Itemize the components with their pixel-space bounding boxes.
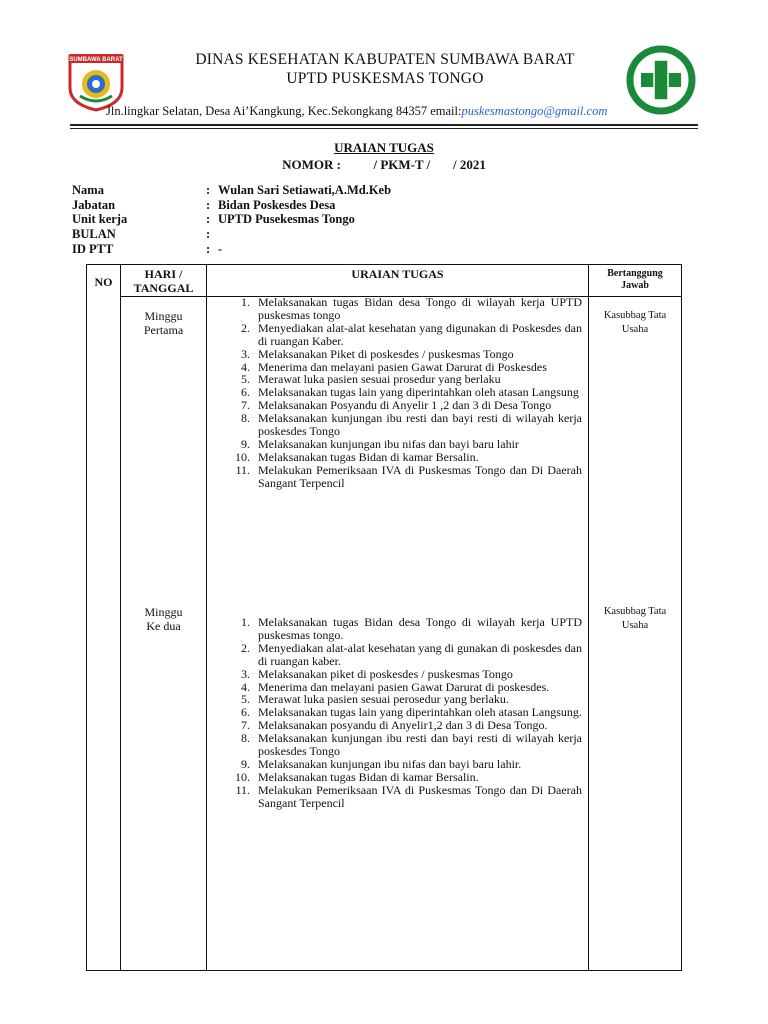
document-title: URAIAN TUGAS [334, 140, 434, 155]
task-text: Menyediakan alat-alat kesehatan yang di gunakan di poskesdes dan di ruangan kaber. [258, 640, 582, 668]
task-text: Melaksanakan kunjungan ibu nifas dan bayi baru lahir. [258, 756, 522, 771]
list-item: 7. Melaksanakan Posyandu di Anyelir 1 ,2 dan 3 di Desa Tongo [241, 398, 552, 413]
table-border-top [86, 264, 682, 265]
list-item: 10. Melaksanakan tugas Bidan di kamar Bersalin. [235, 769, 479, 784]
list-item: 4. Menerima dan melayani pasien Gawat Darurat di Poskesdes [241, 359, 547, 374]
table-border-right [681, 264, 682, 971]
task-text: Merawat luka pasien sesuai perosedur yang berlaku. [258, 692, 509, 707]
task-text: Melaksanakan tugas lain yang diperintahkan oleh atasan Langsung [258, 385, 579, 400]
header-tanggal: TANGGAL [133, 281, 194, 295]
task-text: Melaksanakan tugas Bidan di kamar Bersalin. [258, 449, 479, 464]
info-label: Jabatan [72, 198, 116, 212]
info-value: UPTD Pusekesmas Tongo [218, 212, 355, 226]
table-border-bottom [86, 970, 682, 971]
header-bertanggung: Bertanggung [607, 268, 663, 279]
task-text: Melakukan Pemeriksaan IVA di Puskesmas Tongo dan Di Daerah Sangant Terpencil [258, 782, 582, 810]
row1-responsible-line2: Usaha [621, 324, 649, 335]
email-link[interactable]: puskesmastongo@gmail.com [461, 104, 608, 118]
info-separator: : [206, 183, 211, 197]
info-separator: : [206, 212, 211, 226]
row2-responsible-line2: Usaha [621, 620, 649, 631]
row2-responsible-line1: Kasubbag Tata [603, 606, 667, 617]
row1-responsible-line1: Kasubbag Tata [603, 310, 667, 321]
task-text: Menerima dan melayani pasien Gawat Darurat di poskesdes. [258, 679, 550, 694]
task-text: Melaksanakan tugas Bidan di kamar Bersalin. [258, 769, 479, 784]
task-text: Menyediakan alat-alat kesehatan yang digunakan di Poskesdes dan di ruangan Kaber. [258, 320, 582, 348]
task-text: Melaksanakan piket di poskesdes / puskesmas Tongo [258, 666, 513, 681]
header-address [106, 104, 607, 119]
task-text: Merawat luka pasien sesuai prosedur yang berlaku [258, 372, 501, 387]
info-value: - [218, 242, 223, 256]
info-value: Bidan Poskesdes Desa [218, 198, 336, 212]
list-item: 9. Melaksanakan kunjungan ibu nifas dan bayi baru lahir [241, 436, 519, 451]
list-item: 9. Melaksanakan kunjungan ibu nifas dan bayi baru lahir. [241, 756, 522, 771]
header-hari: HARI / [144, 267, 183, 281]
document-number: NOMOR : / PKM-T / / 2021 [282, 157, 486, 172]
list-item: 2. Menyediakan alat-alat kesehatan yang di gunakan di poskesdes dan di ruangan kaber. [241, 640, 582, 668]
list-item: 1. Melaksanakan tugas Bidan desa Tongo di wilayah kerja UPTD puskesmas tongo [241, 295, 582, 322]
puskesmas-cross-emblem-icon [626, 45, 696, 115]
row1-task-list [224, 296, 582, 490]
row2-day-line2: Ke dua [146, 619, 181, 633]
info-label: BULAN [72, 227, 116, 241]
list-item: 5. Merawat luka pasien sesuai prosedur yang berlaku [241, 372, 501, 387]
list-item: 1. Melaksanakan tugas Bidan desa Tongo di wilayah kerja UPTD puskesmas tongo. [241, 615, 582, 642]
row2-task-list [224, 616, 582, 810]
task-text: Melaksanakan tugas Bidan desa Tongo di wilayah kerja UPTD puskesmas tongo [258, 295, 582, 322]
info-label: ID PTT [72, 242, 114, 256]
list-item: 4. Menerima dan melayani pasien Gawat Darurat di poskesdes. [241, 679, 550, 694]
header-no: NO [94, 275, 113, 289]
header-divider-thin [70, 128, 698, 129]
task-text: Melaksanakan kunjungan ibu resti dan bayi resti di wilayah kerja poskesdes Tongo [258, 411, 582, 439]
info-separator: : [206, 198, 211, 212]
list-item: 8. Melaksanakan kunjungan ibu resti dan bayi resti di wilayah kerja poskesdes Tongo [241, 411, 582, 439]
table-border-left [86, 264, 87, 971]
header-divider [70, 124, 698, 126]
header-unit-name: UPTD PUSKESMAS TONGO [286, 70, 484, 87]
info-separator: : [206, 242, 211, 256]
row1-day-line1: Minggu [144, 309, 183, 323]
task-text: Melaksanakan tugas lain yang diperintahkan oleh atasan Langsung. [258, 705, 582, 720]
list-item: 10. Melaksanakan tugas Bidan di kamar Bersalin. [235, 449, 479, 464]
task-text: Melaksanakan kunjungan ibu resti dan bayi resti di wilayah kerja poskesdes Tongo [258, 731, 582, 759]
list-item: 3. Melaksanakan Piket di poskesdes / puskesmas Tongo [241, 346, 514, 361]
list-item: 6. Melaksanakan tugas lain yang diperintahkan oleh atasan Langsung [241, 385, 579, 400]
list-item: 5. Merawat luka pasien sesuai perosedur yang berlaku. [241, 692, 509, 707]
address-text: Jln.lingkar Selatan, Desa Ai’Kangkung, Kec.Sekongkang 84357 email: [106, 104, 462, 118]
emblem-banner-text: SUMBAWA BARAT [69, 57, 123, 63]
task-text: Melaksanakan tugas Bidan desa Tongo di wilayah kerja UPTD puskesmas tongo. [258, 615, 582, 642]
list-item: 6. Melaksanakan tugas lain yang diperintahkan oleh atasan Langsung. [241, 705, 582, 720]
list-item: 8. Melaksanakan kunjungan ibu resti dan bayi resti di wilayah kerja poskesdes Tongo [241, 731, 582, 759]
list-item: 3. Melaksanakan piket di poskesdes / puskesmas Tongo [241, 666, 513, 681]
task-text: Melaksanakan Piket di poskesdes / puskesmas Tongo [258, 346, 514, 361]
task-text: Melaksanakan posyandu di Anyelir1,2 dan 3 di Desa Tongo. [258, 718, 548, 733]
list-item: 2. Menyediakan alat-alat kesehatan yang digunakan di Poskesdes dan di ruangan Kaber. [241, 320, 582, 348]
info-label: Unit kerja [72, 212, 128, 226]
task-text: Melaksanakan Posyandu di Anyelir 1 ,2 dan 3 di Desa Tongo [258, 398, 552, 413]
list-item: 11. Melakukan Pemeriksaan IVA di Puskesmas Tongo dan Di Daerah Sangant Terpencil [235, 782, 582, 810]
info-label: Nama [72, 183, 104, 197]
row2-day-line1: Minggu [144, 605, 183, 619]
row1-day-line2: Pertama [143, 323, 184, 337]
task-text: Menerima dan melayani pasien Gawat Darurat di Poskesdes [258, 359, 547, 374]
header-agency-name: DINAS KESEHATAN KABUPATEN SUMBAWA BARAT [195, 51, 575, 68]
info-separator: : [206, 227, 211, 241]
sumbawa-barat-emblem-icon [66, 50, 126, 112]
task-text: Melakukan Pemeriksaan IVA di Puskesmas Tongo dan Di Daerah Sangant Terpencil [258, 462, 582, 490]
header-jawab: Jawab [621, 280, 649, 291]
table-column-divider [206, 264, 207, 971]
info-value: Wulan Sari Setiawati,A.Md.Keb [218, 183, 392, 197]
list-item: 11. Melakukan Pemeriksaan IVA di Puskesmas Tongo dan Di Daerah Sangant Terpencil [235, 462, 582, 490]
list-item: 7. Melaksanakan posyandu di Anyelir1,2 dan 3 di Desa Tongo. [241, 718, 548, 733]
task-text: Melaksanakan kunjungan ibu nifas dan bayi baru lahir [258, 436, 519, 451]
header-uraian-tugas: URAIAN TUGAS [351, 267, 444, 281]
